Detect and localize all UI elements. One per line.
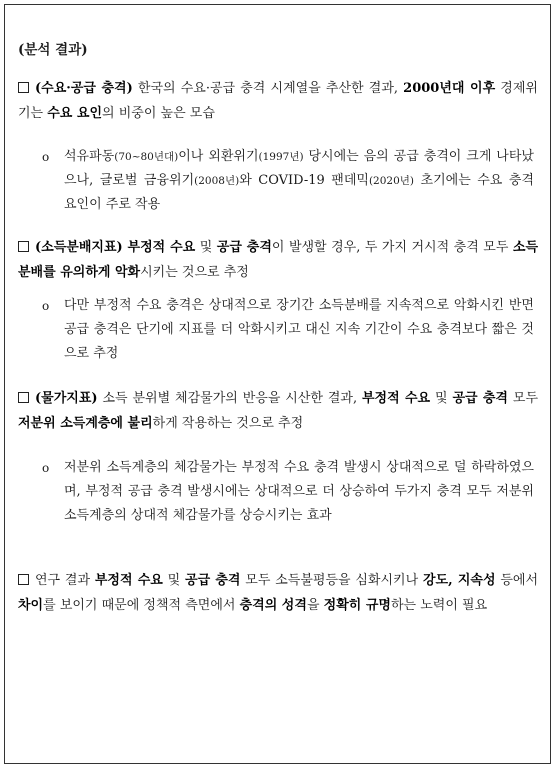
finding-emphasis: 부정적 수요: [94, 573, 163, 588]
finding-emphasis: 정확히 규명: [323, 598, 391, 613]
finding-text: 모두 소득불평등을 심화시키나: [240, 573, 423, 588]
finding-text: 시키는 것으로 추정: [140, 265, 249, 280]
finding-emphasis: (물가지표): [35, 391, 98, 406]
finding-text: 하는 노력이 필요: [390, 598, 488, 613]
finding-price-index: [18, 386, 538, 436]
finding-conclusion: [18, 568, 538, 618]
subpoint-text: 와 COVID-19 팬데믹: [239, 173, 369, 188]
finding-emphasis: 차이: [18, 598, 44, 613]
bullet-circle-icon: o: [42, 299, 50, 313]
finding-text: 연구 결과: [35, 573, 95, 588]
subpoint-text: 이나 외환위기: [178, 149, 259, 164]
checkbox-square-icon: [18, 241, 29, 252]
subpoint-text: 당시에는 음의 공급 충격이 크게 나타났으나, 글로벌 금융위기: [64, 149, 534, 188]
finding-emphasis: 소득분배를 유의하게 악화: [18, 240, 539, 280]
subpoint-year-note: (2020년): [368, 175, 415, 187]
finding-text: 및: [430, 391, 453, 406]
finding-text: 소득 분위별 체감물가의 반응을 시산한 결과,: [97, 391, 362, 406]
subpoint-text: 석유파동: [64, 149, 115, 164]
subpoint-perceived-prices: [42, 456, 534, 528]
finding-text: 및: [162, 573, 186, 588]
finding-text: 한국의 수요·공급 충격 시계열을 추산한 결과,: [132, 81, 404, 96]
finding-emphasis: (소득분배지표) 부정적 수요: [35, 240, 196, 255]
checkbox-square-icon: [18, 392, 29, 403]
subpoint-year-note: (70~80년대): [114, 151, 179, 163]
bullet-circle-icon: o: [42, 150, 50, 164]
finding-emphasis: 공급 충격: [185, 573, 241, 588]
checkbox-square-icon: [18, 574, 29, 585]
finding-text: 경제위기는: [18, 81, 538, 121]
section-heading: (분석 결과): [18, 42, 88, 58]
subpoint-text: 초기에는 수요 충격 요인이 주로 작용: [64, 173, 534, 212]
finding-emphasis: 수요 요인: [47, 106, 103, 121]
finding-emphasis: 부정적 수요: [362, 391, 431, 406]
finding-emphasis: 공급 충격: [216, 240, 272, 255]
finding-emphasis: 충격의 성격: [239, 598, 307, 613]
subpoint-year-note: (1997년): [258, 151, 304, 163]
subpoint-shock-history: [42, 145, 534, 217]
finding-emphasis: 강도, 지속성: [422, 573, 496, 588]
finding-text: 를 보이기 때문에 정책적 측면에서: [43, 598, 240, 613]
finding-demand-supply-shock: [18, 76, 538, 126]
finding-income-distribution: [18, 235, 538, 285]
finding-emphasis: 공급 충격: [452, 391, 508, 406]
subpoint-body: [64, 294, 534, 366]
finding-text: 이 발생할 경우, 두 가지 거시적 충격 모두: [271, 240, 513, 255]
subpoint-year-note: (2008년): [194, 175, 240, 187]
finding-text: 을: [306, 598, 324, 613]
subpoint-body: [64, 145, 534, 217]
finding-emphasis: 2000년대 이후: [403, 81, 496, 96]
bullet-circle-icon: o: [42, 461, 50, 475]
subpoint-text: 저분위 소득계층의 체감물가는 부정적 수요 충격 발생시 상대적으로 덜 하락하였으며, 부정적 공급 충격 발생시에는 상대적으로 더 상승하여 두가지 충격 모두 저분위 소득계층의 상대적 체감물가를 상승시키는 효과: [64, 460, 534, 523]
finding-text: 등에서: [495, 573, 538, 588]
finding-text: 의 비중이 높은 모습: [102, 106, 215, 121]
finding-text: 하게 작용하는 것으로 추정: [152, 416, 304, 431]
subpoint-text: 다만 부정적 수요 충격은 상대적으로 장기간 소득분배를 지속적으로 악화시킨 반면 공급 충격은 단기에 지표를 더 악화시키고 대신 지속 기간이 수요 충격보다 짧은 것으로 추정: [64, 298, 534, 361]
checkbox-square-icon: [18, 82, 29, 93]
finding-text: 및: [195, 240, 217, 255]
subpoint-body: [64, 456, 534, 528]
finding-emphasis: (수요·공급 충격): [35, 81, 133, 96]
subpoint-distribution-duration: [42, 294, 534, 366]
finding-text: 모두: [507, 391, 538, 406]
finding-emphasis: 저분위 소득계층에 불리: [18, 416, 153, 431]
